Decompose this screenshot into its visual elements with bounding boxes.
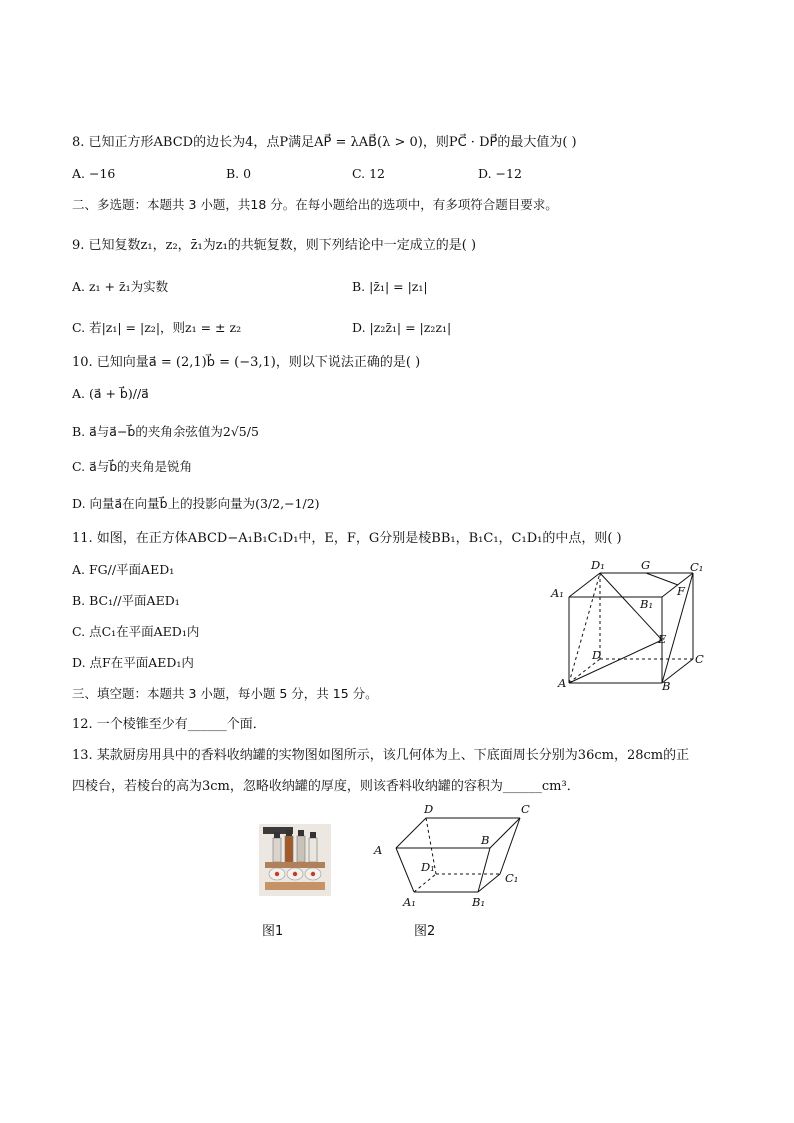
q11-option-b: B. BC₁//平面AED₁ [72,593,180,608]
label-d: D [424,802,434,816]
label-c1: C₁ [690,560,704,574]
q11-option-c: C. 点C₁在平面AED₁内 [72,624,200,639]
q13-line-1: 13. 某款厨房用具中的香料收纳罐的实物图如图所示，该几何体为上、下底面周长分别为36cm，28cm的正 [72,748,690,763]
q9-option-b: B. |z̄₁| = |z₁| [352,279,428,294]
label-d1: D₁ [421,860,435,874]
q10-option-d: D. 向量a⃗在向量b⃗上的投影向量为(3/2,−1/2) [72,496,320,511]
label-a: A [558,676,567,690]
q8-option-a: A. −16 [72,166,116,181]
q8-stem: 8. 已知正方形ABCD的边长为4，点P满足AP⃗ = λAB⃗(λ > 0)，则PC⃗ · DP⃗的最大值为( ) [72,135,577,150]
q10-stem: 10. 已知向量a⃗ = (2,1)b⃗ = (−3,1)，则以下说法正确的是( ) [72,355,421,370]
section-3-heading: 三、填空题：本题共 3 小题，每小题 5 分，共 15 分。 [72,686,378,701]
cube-figure [545,555,720,695]
label-a: A [374,843,383,857]
label-f: F [677,584,685,598]
label-c1: C₁ [505,871,519,885]
label-a1: A₁ [403,895,416,909]
label-b: B [662,679,671,693]
label-c: C [521,802,530,816]
label-b1: B₁ [640,597,654,611]
q8-option-d: D. −12 [478,166,522,181]
q8-option-c: C. 12 [352,166,385,181]
label-e: E [658,632,667,646]
label-d: D [592,648,602,662]
label-c: C [695,652,704,666]
spice-rack-photo [259,824,331,896]
section-2-heading: 二、多选题：本题共 3 小题，共18 分。在每小题给出的选项中，有多项符合题目要求。 [72,197,558,212]
q13-line-2: 四棱台，若棱台的高为3cm，忽略收纳罐的厚度，则该香料收纳罐的容积为______cm³． [72,779,580,794]
q12-stem: 12. 一个棱锥至少有______个面． [72,717,266,732]
q10-option-b: B. a⃗与a⃗−b⃗的夹角余弦值为2√5/5 [72,424,259,439]
figure-2-caption: 图2 [414,924,436,939]
q10-option-c: C. a⃗与b⃗的夹角是锐角 [72,459,193,474]
figure-1-caption: 图1 [262,924,284,939]
q11-stem: 11. 如图，在正方体ABCD−A₁B₁C₁D₁中，E，F，G分别是棱BB₁，B₁C₁，C₁D₁的中点，则( ) [72,531,622,546]
label-d1: D₁ [591,558,605,572]
q9-option-a: A. z₁ + z̄₁为实数 [72,279,169,294]
label-b1: B₁ [472,895,486,909]
q10-option-a: A. (a⃗ + b⃗)//a⃗ [72,386,149,401]
label-g: G [641,558,651,572]
q9-option-c: C. 若|z₁| = |z₂|，则z₁ = ± z₂ [72,320,242,335]
q8-option-b: B. 0 [226,166,252,181]
q9-option-d: D. |z₂z̄₁| = |z₂z₁| [352,320,452,335]
q11-option-a: A. FG//平面AED₁ [72,562,175,577]
label-a1: A₁ [551,586,564,600]
frustum-figure [370,800,540,915]
label-b: B [481,833,490,847]
q9-stem: 9. 已知复数z₁，z₂，z̄₁为z₁的共轭复数，则下列结论中一定成立的是( ) [72,238,477,253]
q11-option-d: D. 点F在平面AED₁内 [72,655,194,670]
